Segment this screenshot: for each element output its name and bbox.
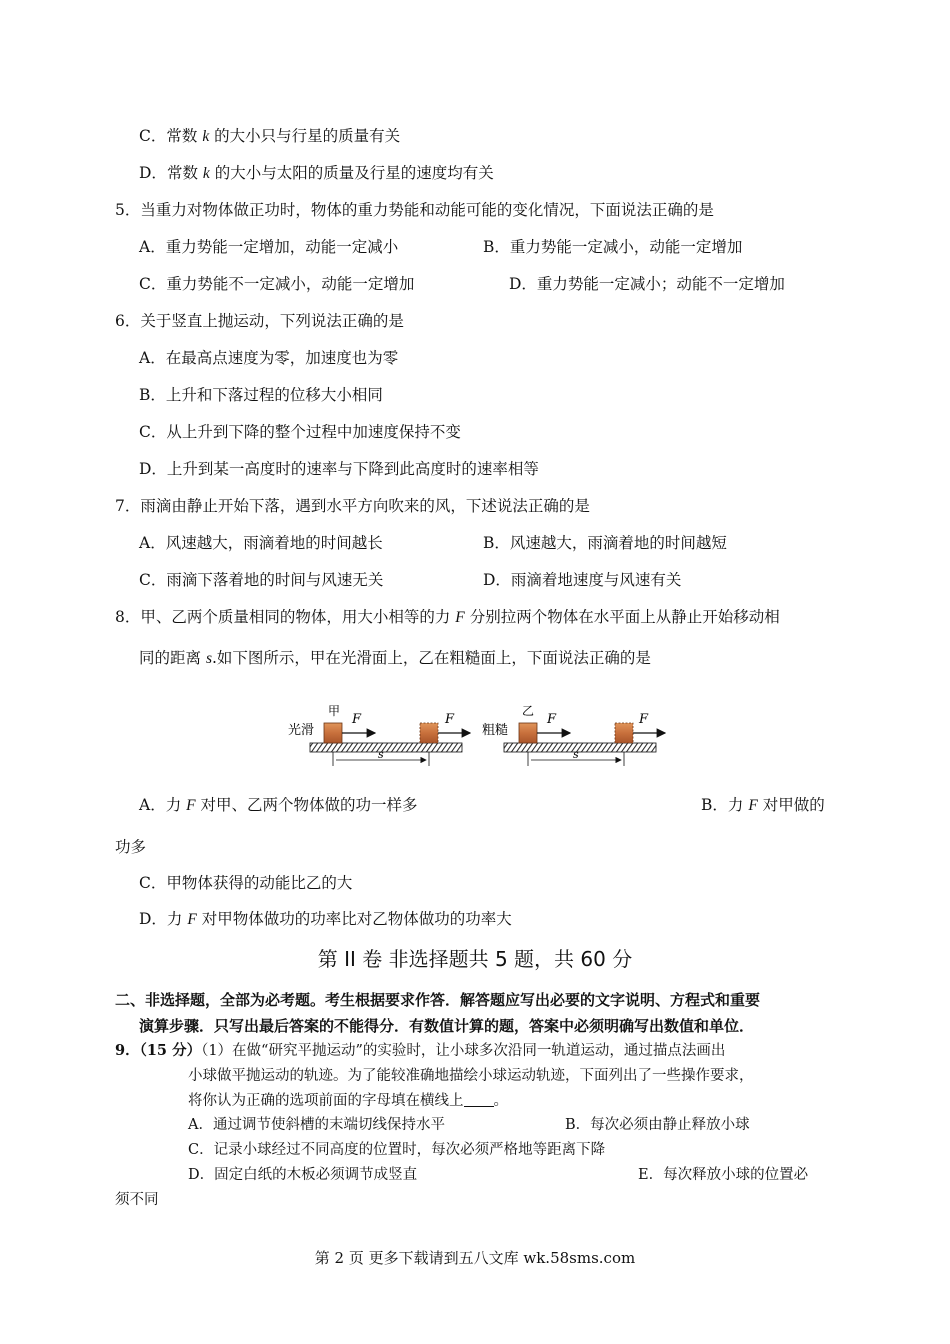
q9-option-e: E．每次释放小球的位置必: [638, 1167, 809, 1183]
block-yi-start: [519, 723, 537, 743]
part2-instructions-line1: 二、非选择题，全部为必考题。考生根据要求作答．解答题应写出必要的文字说明、方程式和重要: [115, 991, 761, 1009]
jia-label: 甲: [328, 704, 341, 718]
q9-line1: 9．（15 分）（1）在做“研究平抛运动”的实验时，让小球多次沿同一轨道运动，通过描点法画出: [115, 1042, 726, 1059]
force-label: F: [445, 712, 455, 727]
q9-score: （15 分）: [139, 1042, 202, 1059]
distance-label: s: [378, 748, 384, 761]
q4-option-d: D．常数 k 的大小与太阳的质量及行星的速度均有关: [139, 164, 494, 182]
q5-stem: 5．当重力对物体做正功时，物体的重力势能和动能可能的变化情况，下面说法正确的是: [115, 201, 714, 219]
q6-option-d: D．上升到某一高度时的速率与下降到此高度时的速率相等: [139, 460, 539, 478]
q9-line3: 将你认为正确的选项前面的字母填在横线上 。: [188, 1093, 508, 1109]
answer-blank: [464, 1092, 494, 1107]
force-label: F: [639, 712, 649, 727]
part2-title: 第 II 卷 非选择题共 5 题，共 60 分: [317, 947, 633, 971]
distance-label: s: [573, 748, 579, 761]
q8-option-c: C．甲物体获得的动能比乙的大: [139, 874, 353, 892]
rough-surface-diagram: [482, 704, 665, 766]
q7-option-d: D．雨滴着地速度与风速有关: [483, 571, 682, 589]
force-label: F: [352, 712, 362, 727]
page-footer: 第 2 页 更多下载请到五八文库 wk.58sms.com: [314, 1249, 636, 1267]
q9-option-c: C．记录小球经过不同高度的位置时，每次必须严格地等距离下降: [188, 1142, 606, 1158]
block-jia-start: [324, 723, 342, 743]
q8-figure: [280, 696, 680, 776]
q8-option-b-continued: 功多: [115, 838, 147, 856]
q7-option-c: C．雨滴下落着地的时间与风速无关: [139, 571, 384, 589]
q9-option-d: D．固定白纸的木板必须调节成竖直: [188, 1167, 418, 1183]
q6-option-a: A．在最高点速度为零，加速度也为零: [139, 349, 399, 367]
q8-option-a: A．力 F 对甲、乙两个物体做的功一样多: [139, 796, 418, 814]
q7-stem: 7．雨滴由静止开始下落，遇到水平方向吹来的风，下述说法正确的是: [115, 497, 590, 515]
smooth-surface-diagram: [288, 704, 470, 766]
yi-label: 乙: [522, 704, 535, 718]
q6-stem: 6．关于竖直上抛运动，下列说法正确的是: [115, 312, 404, 330]
rough-label: 粗糙: [482, 723, 509, 738]
q7-option-a: A．风速越大，雨滴着地的时间越长: [139, 534, 383, 552]
q9-option-a: A．通过调节使斜槽的末端切线保持水平: [188, 1117, 445, 1133]
q9-option-e-continued: 须不同: [115, 1192, 159, 1208]
q9-option-b: B．每次必须由静止释放小球: [565, 1117, 750, 1133]
q6-option-b: B．上升和下落过程的位移大小相同: [139, 386, 383, 404]
ground-left: [310, 743, 462, 752]
block-jia-end: [420, 723, 438, 743]
ground-right: [504, 743, 656, 752]
q4-option-c: C．常数 k 的大小只与行星的质量有关: [139, 127, 401, 145]
q7-option-b: B．风速越大，雨滴着地的时间越短: [483, 534, 727, 552]
q9-line2: 小球做平抛运动的轨迹。为了能较准确地描绘小球运动轨迹，下面列出了一些操作要求，: [188, 1068, 754, 1084]
force-label: F: [547, 712, 557, 727]
smooth-label: 光滑: [288, 723, 315, 738]
block-yi-end: [615, 723, 633, 743]
q8-option-d: D．力 F 对甲物体做功的功率比对乙物体做功的功率大: [139, 910, 512, 928]
q5-option-c: C．重力势能不一定减小，动能一定增加: [139, 275, 415, 293]
q9-number: 9．: [115, 1042, 140, 1059]
q6-option-c: C．从上升到下降的整个过程中加速度保持不变: [139, 423, 461, 441]
part2-instructions-line2: 演算步骤．只写出最后答案的不能得分．有数值计算的题，答案中必须明确写出数值和单位．: [139, 1017, 755, 1035]
q8-stem-line2: 同的距离 s.如下图所示，甲在光滑面上，乙在粗糙面上，下面说法正确的是: [139, 649, 651, 667]
q5-option-b: B．重力势能一定减小，动能一定增加: [483, 238, 743, 256]
q8-option-b: B．力 F 对甲做的: [701, 796, 825, 814]
q5-option-a: A．重力势能一定增加，动能一定减小: [139, 238, 399, 256]
q8-stem-line1: 8．甲、乙两个质量相同的物体，用大小相等的力 F 分别拉两个物体在水平面上从静止开始移动相: [115, 608, 780, 626]
q5-option-d: D．重力势能一定减小；动能不一定增加: [509, 275, 785, 293]
